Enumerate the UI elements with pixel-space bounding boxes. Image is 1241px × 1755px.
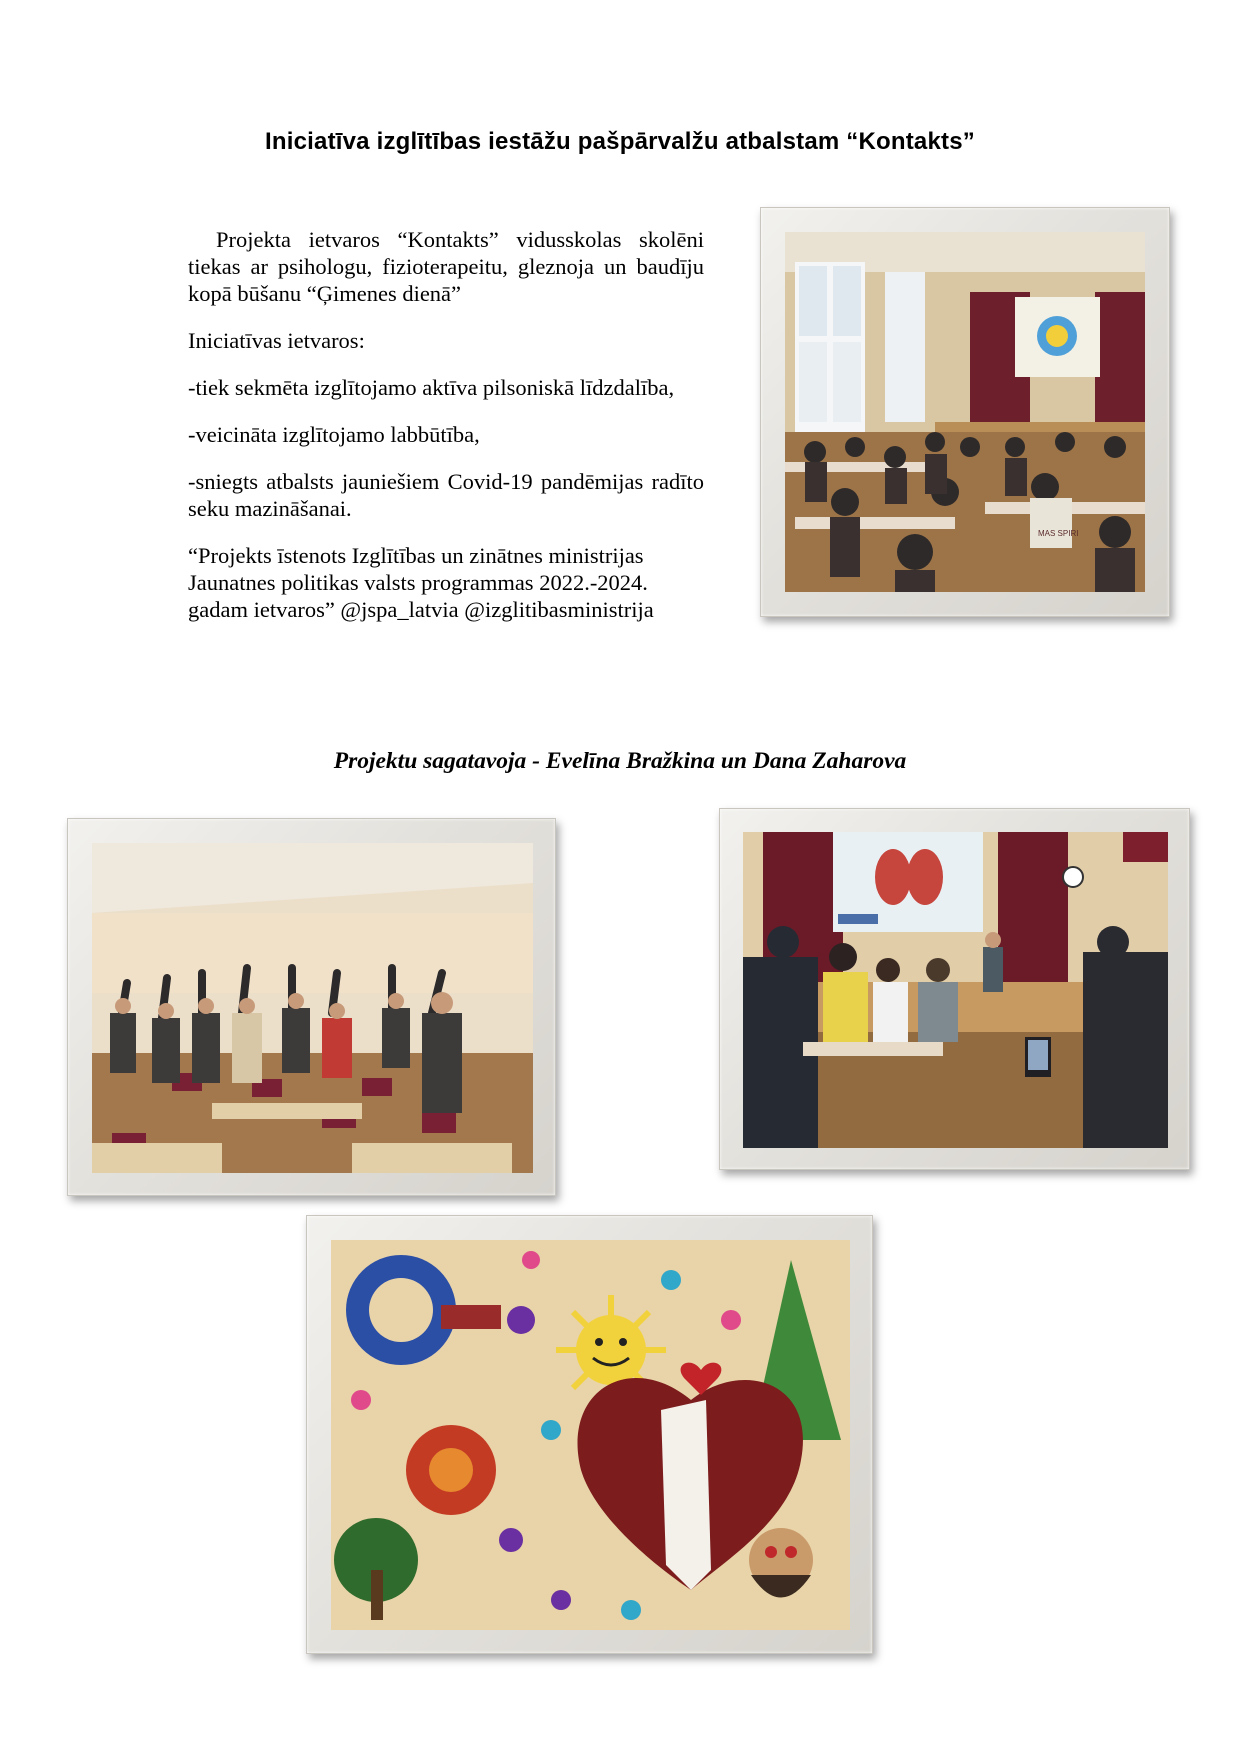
page-title: Iniciatīva izglītības iestāžu pašpārvalžu atbalstam “Kontakts”	[265, 128, 975, 155]
list-item: -sniegts atbalsts jauniešiem Covid-19 pandēmijas radīto seku mazināšanai.	[188, 469, 704, 521]
auditorium-photo	[785, 232, 1145, 592]
list-heading: Iniciatīvas ietvaros:	[188, 328, 365, 353]
painting-photo	[331, 1240, 850, 1630]
photo-frame-stretching	[67, 818, 556, 1196]
photo-frame-presentation	[719, 808, 1190, 1170]
stretching-photo	[92, 843, 533, 1173]
funding-paragraph: “Projekts īstenots Izglītības un zinātnes ministrijas Jaunatnes politikas valsts programmas 2022.-2024. gadam ietvaros” @jspa_latvia @izglitibasministrija	[188, 543, 654, 622]
photo-frame-painting	[306, 1215, 873, 1654]
list-item: -tiek sekmēta izglītojamo aktīva pilsoniskā līdzdalība,	[188, 375, 675, 400]
list-item: -veicināta izglītojamo labbūtība,	[188, 422, 480, 447]
photo-frame-auditorium	[760, 207, 1170, 617]
shirt-print-text: MAS SPIRI	[1038, 529, 1079, 538]
intro-paragraph: Projekta ietvaros “Kontakts” vidusskolas skolēni tiekas ar psihologu, fizioterapeitu, gleznoja un baudīju kopā būšanu “Ģimenes dienā”	[188, 227, 704, 306]
credit-line: Projektu sagatavoja - Evelīna Bražkina un Dana Zaharova	[333, 748, 907, 774]
presentation-photo	[743, 832, 1168, 1148]
article-body	[188, 226, 704, 643]
